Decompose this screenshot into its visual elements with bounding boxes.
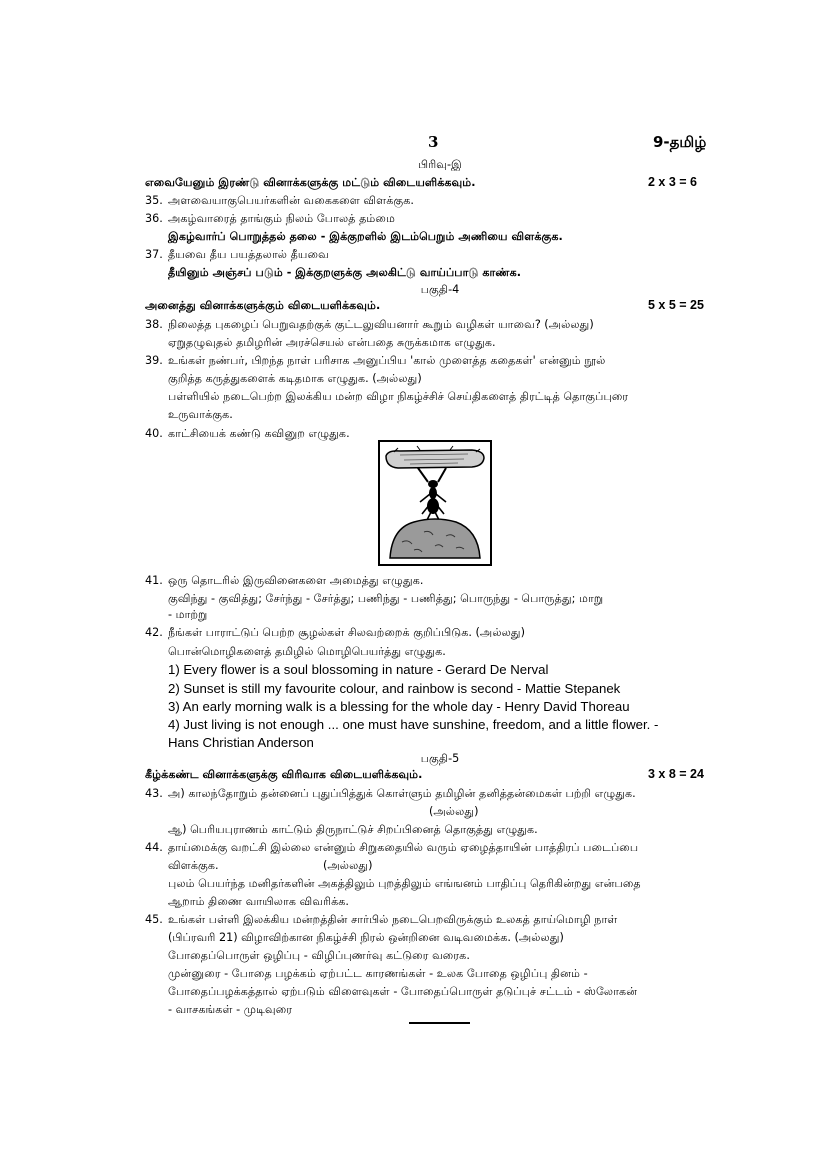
question-37-line2: தீயினும் அஞ்சப் படும் - இக்குறளுக்கு அலகிட்டு வாய்ப்பாடு காண்க. [168,266,521,279]
question-36-line2: இகழ்வார்ப் பொறுத்தல் தலை - இக்குறளில் இடம்பெறும் அணியை விளக்குக. [168,230,563,243]
quote-1: 1) Every flower is a soul blossoming in nature - Gerard De Nerval [168,662,549,677]
question-44-or: (அல்லது) [323,859,373,872]
section-title-3: பிரிவு-இ [418,158,462,171]
end-rule [409,1022,470,1024]
question-45-line6: - வாசகங்கள் - முடிவுரை [168,1003,293,1016]
question-40: 40. காட்சியைக் கண்டு கவினுற எழுதுக. [145,427,350,440]
question-41-line2: குவிந்து - குவித்து; சேர்ந்து - சேர்த்து; பணிந்து - பணித்து; பொருந்து - பொருத்து; மாறு [168,592,604,605]
question-41-line3: - மாற்று [168,608,208,621]
section-instruction-4: அனைத்து வினாக்களுக்கும் விடையளிக்கவும். [145,299,381,312]
question-39-line2: குறித்த கருத்துகளைக் கடிதமாக எழுதுக. (அல்லது) [168,372,422,385]
section-instruction-5: கீழ்க்கண்ட வினாக்களுக்கு விரிவாக விடையளிக்கவும். [145,768,423,781]
question-45-line4: முன்னுரை - போதை பழக்கம் ஏற்பட்ட காரணங்கள் - உலக போதை ஒழிப்பு தினம் - [168,967,588,980]
subject-code: 9-தமிழ் [653,133,707,151]
figure-ant-carrying-log [378,440,492,566]
section-marks-4: 5 x 5 = 25 [648,298,704,312]
quote-3: 3) An early morning walk is a blessing for the whole day - Henry David Thoreau [168,699,630,714]
question-44-line2a: விளக்குக. [168,859,219,872]
question-42-line2: பொன்மொழிகளைத் தமிழில் மொழிபெயர்த்து எழுதுக. [168,645,446,658]
ant-illustration-icon [380,442,490,564]
section-title-4: பகுதி-4 [420,283,460,296]
question-45-line3: போதைப்பொருள் ஒழிப்பு - விழிப்புணர்வு கட்டுரை வரைக. [168,949,470,962]
question-36: 36. அகழ்வாரைத் தாங்கும் நிலம் போலத் தம்மை [145,212,395,225]
quote-4: 4) Just living is not enough ... one must have sunshine, freedom, and a little flower. - [168,717,659,732]
question-39: 39. உங்கள் நண்பர், பிறந்த நாள் பரிசாக அனுப்பிய 'கால் முளைத்த கதைகள்' என்னும் நூல் [145,354,606,367]
question-44-line3: புலம் பெயர்ந்த மனிதர்களின் அகத்திலும் புறத்திலும் எங்ஙனம் பாதிப்பு தெரிகின்றது என்பதை [168,877,641,890]
question-43-line2: ஆ) பெரியபுராணம் காட்டும் திருநாட்டுச் சிறப்பினைத் தொகுத்து எழுதுக. [168,823,538,836]
question-43: 43. அ) காலந்தோறும் தன்னைப் புதுப்பித்துக் கொள்ளும் தமிழின் தனித்தன்மைகள் பற்றி எழுதுக. [145,787,636,800]
quote-4-author: Hans Christian Anderson [168,735,314,750]
question-41: 41. ஒரு தொடரில் இருவினைகளை அமைத்து எழுதுக. [145,574,424,587]
question-37: 37. தீயவை தீய பயத்தலால் தீயவை [145,248,329,261]
question-35: 35. அளவையாகுபெயர்களின் வகைகளை விளக்குக. [145,194,414,207]
question-39-line3: பள்ளியில் நடைபெற்ற இலக்கிய மன்ற விழா நிகழ்ச்சிச் செய்திகளைத் திரட்டித் தொகுப்புரை [168,390,629,403]
question-44-line4: ஆறாம் திணை வாயிலாக விவரிக்க. [168,895,349,908]
section-instruction-3: எவையேனும் இரண்டு வினாக்களுக்கு மட்டும் விடையளிக்கவும். [145,176,476,189]
question-38-line2: ஏறுதழுவுதல் தமிழரின் அரச்செயல் என்பதை சுருக்கமாக எழுதுக. [168,336,496,349]
question-42: 42. நீங்கள் பாராட்டுப் பெற்ற சூழல்கள் சிலவற்றைக் குறிப்பிடுக. (அல்லது) [145,626,525,639]
question-38: 38. நிலைத்த புகழைப் பெறுவதற்குக் குட்டலுவியனார் கூறும் வழிகள் யாவை? (அல்லது) [145,318,594,331]
question-45-line5: போதைப்பழக்கத்தால் ஏற்படும் விளைவுகள் - போதைப்பொருள் தடுப்புச் சட்டம் - ஸ்லோகன் [168,985,638,998]
section-marks-5: 3 x 8 = 24 [648,767,704,781]
page-number: 3 [428,133,439,151]
question-45: 45. உங்கள் பள்ளி இலக்கிய மன்றத்தின் சார்பில் நடைபெறவிருக்கும் உலகத் தாய்மொழி நாள் [145,913,618,926]
quote-2: 2) Sunset is still my favourite colour, and rainbow is second - Mattie Stepanek [168,681,621,696]
question-43-or: (அல்லது) [429,805,479,818]
section-title-5: பகுதி-5 [420,752,460,765]
section-marks-3: 2 x 3 = 6 [648,175,697,189]
question-44: 44. தாய்மைக்கு வறட்சி இல்லை என்னும் சிறுகதையில் வரும் ஏழைத்தாயின் பாத்திரப் படைப்பை [145,841,639,854]
question-39-line4: உருவாக்குக. [168,408,233,421]
question-45-line2: (பிப்ரவரி 21) விழாவிற்கான நிகழ்ச்சி நிரல் ஒன்றினை வடிவமைக்க. (அல்லது) [168,931,564,944]
